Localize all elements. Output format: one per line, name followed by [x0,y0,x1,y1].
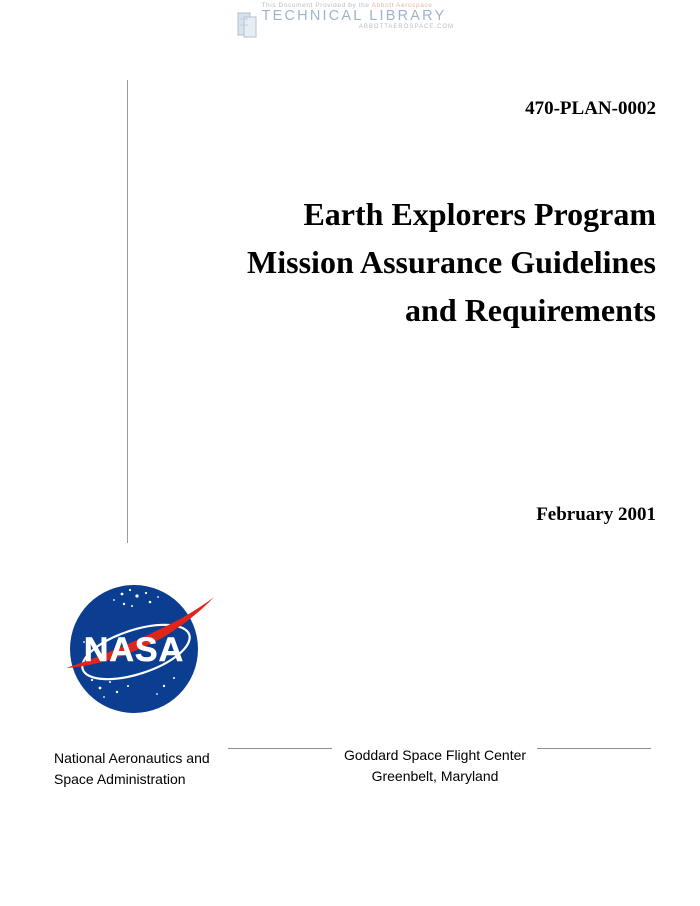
nasa-wordmark: NASA [83,631,185,669]
footer-rule-left [228,748,332,749]
center-name [340,745,530,787]
footer-rule-right [537,748,651,749]
title-line-1: Earth Explorers Program [303,196,656,232]
title-line-2: Mission Assurance Guidelines [247,244,656,280]
abbott-watermark [236,1,456,43]
document-number: 470-PLAN-0002 [525,98,656,119]
watermark-url: ABBOTTAEROSPACE.COM [358,24,454,30]
agency-name [54,748,210,790]
document-title [136,190,656,334]
center-line-2: Greenbelt, Maryland [371,768,499,784]
title-line-3: and Requirements [405,292,656,328]
center-line-1: Goddard Space Flight Center [343,747,527,763]
agency-line-2: Space Administration [54,771,186,787]
watermark-provided-by: This Document Provided by the Abbott Aerospace [261,2,433,9]
nasa-logo [62,582,216,716]
watermark-technical-library: TECHNICAL LIBRARY [261,8,447,24]
vertical-rule [127,80,128,543]
agency-line-1: National Aeronautics and [54,750,210,766]
watermark-abbott-aerospace: Abbott Aerospace [371,2,433,9]
document-date: February 2001 [536,504,656,525]
